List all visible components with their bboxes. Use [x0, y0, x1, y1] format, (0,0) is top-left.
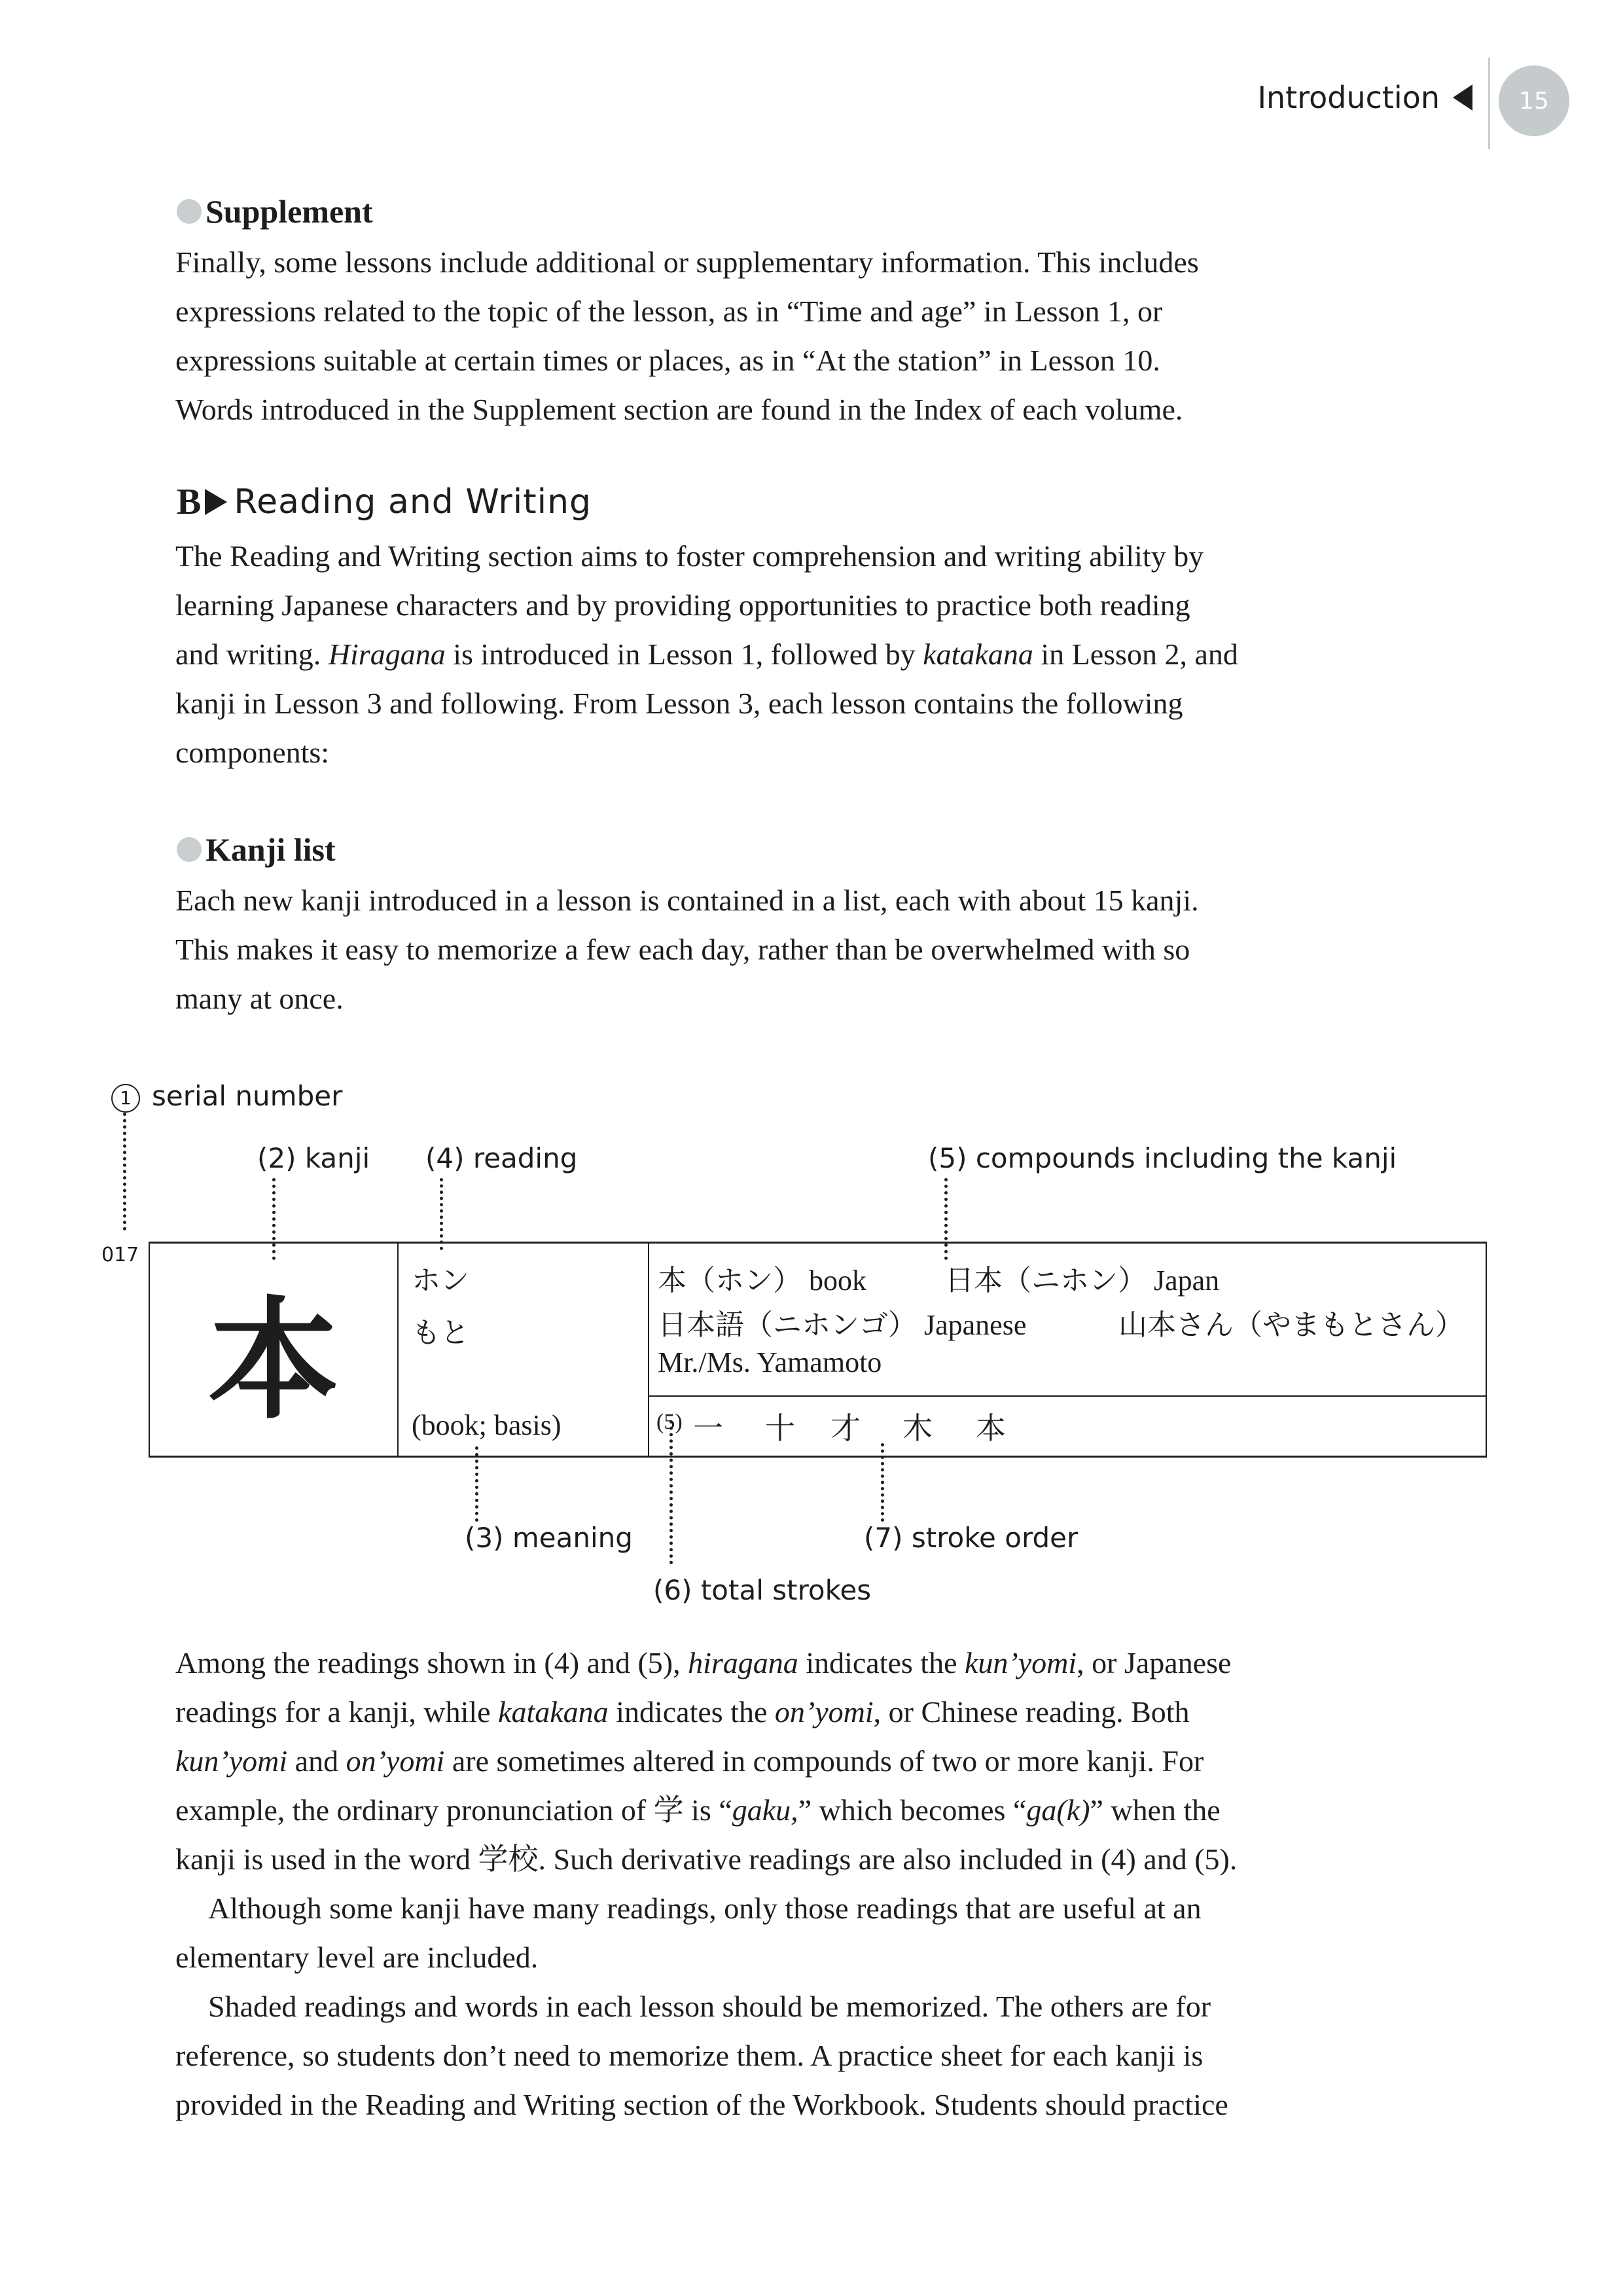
- serial-value: 017: [101, 1244, 139, 1266]
- compound-line: 本（ホン） book: [658, 1264, 866, 1297]
- text-line: The Reading and Writing section aims to foster comprehension and writing ability by: [175, 539, 1204, 573]
- callout-kanji: (2) kanji: [257, 1142, 370, 1174]
- divider: [397, 1244, 399, 1456]
- kanji-character: 本: [207, 1284, 339, 1437]
- text-line: example, the ordinary pronunciation of 学 is “gaku,” which becomes “ga(k)” when the: [175, 1793, 1221, 1827]
- callout-stroke-order: (7) stroke order: [864, 1522, 1079, 1554]
- section-b-heading: [177, 481, 592, 523]
- leader-line: [475, 1446, 478, 1522]
- callout-meaning: (3) meaning: [465, 1522, 633, 1554]
- text-line: Each new kanji introduced in a lesson is contained in a list, each with about 15 kanji.: [175, 884, 1199, 917]
- katakana-term: katakana: [923, 637, 1033, 671]
- text-line: Among the readings shown in (4) and (5), hiragana indicates the kun’yomi, or Japanese: [175, 1646, 1232, 1679]
- stroke-4: 木: [902, 1410, 933, 1446]
- bullet-circle-icon: [177, 837, 202, 862]
- callout-reading: (4) reading: [425, 1142, 578, 1174]
- supplement-heading: [177, 192, 373, 230]
- leader-line: [881, 1443, 884, 1522]
- divider: [648, 1395, 1487, 1397]
- callout-serial-number: 1 serial number: [111, 1080, 342, 1113]
- text-line: expressions related to the topic of the lesson, as in “Time and age” in Lesson 1, or: [175, 295, 1163, 328]
- compound-meaning: Mr./Ms. Yamamoto: [658, 1346, 882, 1378]
- text-line: components:: [175, 736, 330, 769]
- compound-line: 日本（ニホン） Japan: [945, 1264, 1220, 1297]
- text-line: readings for a kanji, while katakana indicates the on’yomi, or Chinese reading. Both: [175, 1695, 1190, 1729]
- text-line: kanji in Lesson 3 and following. From Lesson 3, each lesson contains the following: [175, 687, 1183, 720]
- kanji-meaning: (book; basis): [412, 1409, 562, 1441]
- callout-compounds: (5) compounds including the kanji: [928, 1142, 1397, 1174]
- kanji-entry-table: [149, 1242, 1487, 1458]
- page-number: 15: [1499, 65, 1569, 136]
- divider: [648, 1244, 649, 1456]
- text-line: Although some kanji have many readings, only those readings that are useful at an: [208, 1892, 1202, 1925]
- section-b-title: Reading and Writing: [234, 482, 592, 522]
- leader-line: [123, 1113, 126, 1230]
- right-triangle-icon: [205, 489, 227, 515]
- text-line: elementary level are included.: [175, 1941, 539, 1974]
- kanji-list-paragraph: [175, 876, 1483, 1023]
- header-title: Introduction: [1257, 80, 1440, 115]
- text-line: expressions suitable at certain times or places, as in “At the station” in Lesson 10.: [175, 344, 1160, 377]
- text-line: many at once.: [175, 982, 344, 1015]
- section-letter: B: [177, 482, 202, 522]
- text-line: kun’yomi and on’yomi are sometimes altered in compounds of two or more kanji. For: [175, 1744, 1204, 1778]
- kanji-list-heading: [177, 831, 336, 869]
- text-line: Finally, some lessons include additional or supplementary information. This includes: [175, 245, 1199, 279]
- text-line: This makes it easy to memorize a few each day, rather than be overwhelmed with so: [175, 933, 1190, 966]
- explanation-paragraph: [175, 1638, 1483, 2129]
- leader-line: [669, 1420, 673, 1564]
- circled-number: 1: [111, 1084, 140, 1113]
- compound-line: 日本語（ニホンゴ） Japanese: [658, 1308, 1027, 1342]
- stroke-2: 十: [765, 1410, 795, 1446]
- stroke-5: 本: [976, 1410, 1006, 1446]
- text-line: learning Japanese characters and by providing opportunities to practice both reading: [175, 588, 1190, 622]
- reading-kunyomi: もと: [412, 1316, 469, 1350]
- callout-total-strokes: (6) total strokes: [653, 1574, 872, 1606]
- leader-line: [440, 1178, 443, 1250]
- stroke-3: 才: [830, 1410, 861, 1446]
- reading-onyomi: ホン: [412, 1264, 469, 1297]
- supplement-paragraph: [175, 238, 1483, 434]
- text-line: Shaded readings and words in each lesson should be memorized. The others are for: [208, 1990, 1211, 2023]
- left-triangle-icon: [1453, 84, 1472, 111]
- kanji-list-heading-text: Kanji list: [205, 831, 336, 868]
- running-header: [1257, 80, 1472, 115]
- text-line: kanji is used in the word 学校. Such derivative readings are also included in (4) and (5).: [175, 1842, 1238, 1876]
- text-line: and writing. Hiragana is introduced in Lesson 1, followed by katakana in Lesson 2, and: [175, 637, 1238, 671]
- hiragana-term: Hiragana: [328, 637, 446, 671]
- text-line: reference, so students don’t need to memorize them. A practice sheet for each kanji is: [175, 2039, 1204, 2072]
- bullet-circle-icon: [177, 199, 202, 224]
- header-divider: [1488, 58, 1490, 149]
- total-strokes-number: (5): [656, 1410, 683, 1434]
- text-line: provided in the Reading and Writing section of the Workbook. Students should practice: [175, 2088, 1228, 2121]
- text-line: Words introduced in the Supplement section are found in the Index of each volume.: [175, 393, 1183, 426]
- stroke-1: 一: [693, 1410, 723, 1446]
- compound-line: 山本さん（やまもとさん）: [1118, 1308, 1464, 1342]
- reading-writing-paragraph: [175, 531, 1483, 777]
- supplement-heading-text: Supplement: [205, 193, 373, 230]
